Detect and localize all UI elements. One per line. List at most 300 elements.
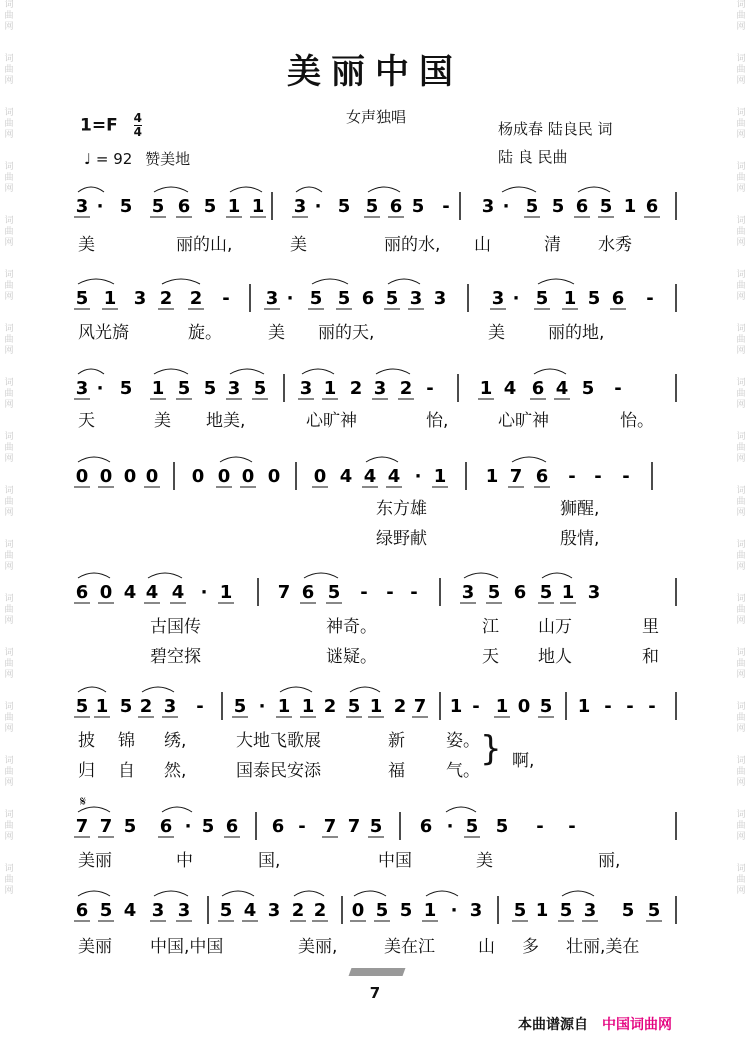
note: 0 xyxy=(313,466,327,487)
lyric-word: 神奇。 xyxy=(326,617,377,637)
watermark-char: 曲 xyxy=(736,119,746,129)
note: 5 xyxy=(99,900,113,921)
note: 5 xyxy=(581,378,595,399)
lyric-word: 中国,中国 xyxy=(150,937,224,957)
brace: } xyxy=(480,729,502,769)
dash-mark: - xyxy=(594,466,602,487)
note: 0 xyxy=(267,466,281,487)
note: 4 xyxy=(555,378,569,399)
watermark-char: 曲 xyxy=(736,875,746,885)
watermark-char: 网 xyxy=(4,670,14,680)
watermark-char: 词 xyxy=(4,540,14,550)
watermark-char: 词 xyxy=(736,108,746,118)
watermark-group xyxy=(736,378,745,411)
note: 5 xyxy=(369,816,383,837)
note: 5 xyxy=(465,816,479,837)
watermark-group xyxy=(4,540,13,573)
dash-mark: - xyxy=(472,696,480,717)
watermark-char: 网 xyxy=(4,292,14,302)
notation-svg xyxy=(75,806,678,846)
lyric-line xyxy=(78,846,678,870)
slur xyxy=(220,457,252,462)
watermark-char: 词 xyxy=(736,270,746,280)
note: 0 xyxy=(75,466,89,487)
note: 5 xyxy=(337,288,351,309)
slur xyxy=(366,457,398,462)
watermark-group xyxy=(4,378,13,411)
watermark-char: 曲 xyxy=(736,605,746,615)
note: 6 xyxy=(535,466,549,487)
slur xyxy=(280,687,312,692)
note: 5 xyxy=(559,900,573,921)
lyric-word: 风光旖 xyxy=(78,323,129,343)
note: 5 xyxy=(539,582,553,603)
slur xyxy=(578,187,610,192)
watermark-group xyxy=(736,810,745,843)
note: 1 xyxy=(535,900,549,921)
watermark-char: 曲 xyxy=(4,281,14,291)
note: 3 xyxy=(299,378,313,399)
note: 6 xyxy=(531,378,545,399)
slur xyxy=(78,687,106,692)
lyric-word: 天 xyxy=(78,411,95,431)
source-credit xyxy=(518,1014,672,1034)
lyric-word: 国, xyxy=(258,851,281,871)
lyricists: 杨成春 陆良民 词 xyxy=(498,120,613,138)
note: 6 xyxy=(575,196,589,217)
note: 6 xyxy=(419,816,433,837)
watermark-char: 词 xyxy=(736,810,746,820)
note: 2 xyxy=(139,696,153,717)
watermark-char: 网 xyxy=(4,886,14,896)
note: 1 xyxy=(95,696,109,717)
watermark-char: 词 xyxy=(736,756,746,766)
time-signature xyxy=(134,112,142,139)
watermark-group xyxy=(4,702,13,735)
watermark-char: 曲 xyxy=(4,497,14,507)
lyric-word: 美 xyxy=(78,235,95,255)
watermark-group xyxy=(4,162,13,195)
lyric-word: 新 xyxy=(388,731,405,751)
watermark-char: 词 xyxy=(736,702,746,712)
watermark-group xyxy=(4,216,13,249)
watermark-char: 网 xyxy=(4,346,14,356)
slur xyxy=(78,573,110,578)
note: 0 xyxy=(351,900,365,921)
watermark-char: 网 xyxy=(736,616,746,626)
lyric-line xyxy=(78,524,678,548)
key-signature xyxy=(80,112,142,139)
notation-svg xyxy=(75,186,678,226)
note: 0 xyxy=(145,466,159,487)
note: 3 xyxy=(491,288,505,309)
note: 5 xyxy=(327,582,341,603)
watermark-char: 曲 xyxy=(736,497,746,507)
slur xyxy=(154,891,188,896)
note: 6 xyxy=(225,816,239,837)
watermark-char: 词 xyxy=(736,648,746,658)
lyric-word: 谜疑。 xyxy=(326,647,377,667)
note: 4 xyxy=(339,466,353,487)
watermark-char: 曲 xyxy=(736,551,746,561)
watermark-char: 网 xyxy=(736,346,746,356)
watermark-char: 词 xyxy=(4,810,14,820)
slur xyxy=(294,891,324,896)
quarter-note-icon: ♩ xyxy=(84,150,92,168)
watermark-char: 词 xyxy=(4,324,14,334)
lyric-word: 旋。 xyxy=(188,323,222,343)
note: 3 xyxy=(265,288,279,309)
note: 1 xyxy=(423,900,437,921)
watermark-char: 网 xyxy=(4,562,14,572)
watermark-char: 曲 xyxy=(4,659,14,669)
lyric-line xyxy=(78,406,678,430)
lyric-word: 美 xyxy=(154,411,171,431)
watermark-char: 词 xyxy=(736,54,746,64)
note: 5 xyxy=(365,196,379,217)
note: 5 xyxy=(399,900,413,921)
note: 5 xyxy=(119,378,133,399)
composer: 陆 良 民曲 xyxy=(498,148,568,166)
note: 4 xyxy=(123,582,137,603)
note: 6 xyxy=(75,900,89,921)
notation-svg xyxy=(75,368,678,408)
lyric-word: 美 xyxy=(290,235,307,255)
watermark-char: 网 xyxy=(4,832,14,842)
slur xyxy=(350,687,380,692)
lyric-word: 殷情, xyxy=(560,529,600,549)
watermark-char: 词 xyxy=(736,540,746,550)
lyric-word: 美 xyxy=(268,323,285,343)
notation-svg xyxy=(75,278,678,318)
lyric-word: 地美, xyxy=(206,411,246,431)
note: 7 xyxy=(99,816,113,837)
notation-svg xyxy=(75,890,678,930)
watermark-char: 网 xyxy=(4,616,14,626)
watermark-char: 词 xyxy=(4,702,14,712)
note: 7 xyxy=(509,466,523,487)
note: 1 xyxy=(577,696,591,717)
note: 0 xyxy=(217,466,231,487)
watermark-char: 网 xyxy=(736,724,746,734)
lyric-word: 披 xyxy=(78,731,95,751)
note: 6 xyxy=(645,196,659,217)
note: 5 xyxy=(75,696,89,717)
notation-row xyxy=(75,890,678,926)
note: 5 xyxy=(535,288,549,309)
lyric-word: 美丽, xyxy=(298,937,338,957)
note: 2 xyxy=(349,378,363,399)
notation-svg xyxy=(75,686,678,726)
note: 1 xyxy=(495,696,509,717)
watermark-group xyxy=(736,648,745,681)
slur xyxy=(562,891,594,896)
note: 3 xyxy=(163,696,177,717)
notation-row xyxy=(75,278,678,314)
note: 1 xyxy=(563,288,577,309)
time-top: 4 xyxy=(133,111,142,125)
note: 5 xyxy=(647,900,661,921)
note: 4 xyxy=(503,378,517,399)
lyric-line xyxy=(78,494,678,518)
notation-row xyxy=(75,368,678,404)
watermark-char: 曲 xyxy=(736,335,746,345)
dash-mark: - xyxy=(410,582,418,603)
note: 1 xyxy=(485,466,499,487)
dash-mark: - xyxy=(646,288,654,309)
dot-mark: · xyxy=(450,900,458,921)
lyric-word: 美丽 xyxy=(78,851,112,871)
lyric-word: 大地飞歌展 xyxy=(236,731,321,751)
slur xyxy=(464,573,498,578)
slur xyxy=(78,279,114,284)
watermark-char: 词 xyxy=(736,216,746,226)
lyric-word: 和 xyxy=(642,647,659,667)
note: 3 xyxy=(227,378,241,399)
watermark-char: 词 xyxy=(4,108,14,118)
note: 1 xyxy=(433,466,447,487)
lyric-word: 水秀 xyxy=(598,235,632,255)
dash-mark: - xyxy=(386,582,394,603)
watermark-char: 网 xyxy=(736,778,746,788)
watermark-char: 网 xyxy=(736,454,746,464)
note: 1 xyxy=(151,378,165,399)
note: 0 xyxy=(99,582,113,603)
watermark-char: 曲 xyxy=(4,443,14,453)
watermark-char: 网 xyxy=(736,238,746,248)
slur xyxy=(222,891,254,896)
slur xyxy=(312,279,348,284)
dot-mark: · xyxy=(96,196,104,217)
note: 2 xyxy=(313,900,327,921)
source-brand[interactable]: 中国词曲网 xyxy=(602,1017,672,1033)
lyric-word: 江 xyxy=(482,617,499,637)
note: 7 xyxy=(277,582,291,603)
slur xyxy=(78,457,110,462)
watermark-group xyxy=(4,810,13,843)
note: 5 xyxy=(151,196,165,217)
lyric-word: 狮醒, xyxy=(560,499,600,519)
slur xyxy=(376,369,410,374)
watermark-char: 曲 xyxy=(736,713,746,723)
dash-mark: - xyxy=(648,696,656,717)
watermark-group xyxy=(736,432,745,465)
watermark-char: 网 xyxy=(736,130,746,140)
watermark-char: 词 xyxy=(736,864,746,874)
note: 2 xyxy=(393,696,407,717)
watermark-char: 曲 xyxy=(4,11,14,21)
note: 6 xyxy=(159,816,173,837)
note: 1 xyxy=(323,378,337,399)
page-title: 美丽中国 xyxy=(287,52,463,92)
slur xyxy=(354,891,386,896)
lyric-word: 里 xyxy=(642,617,659,637)
note: 6 xyxy=(177,196,191,217)
lyric-word: 心旷神 xyxy=(306,411,357,431)
slur xyxy=(426,891,458,896)
note: 3 xyxy=(461,582,475,603)
watermark-char: 词 xyxy=(4,594,14,604)
segno-sign: 𝄋 xyxy=(80,794,87,810)
note: 1 xyxy=(369,696,383,717)
slur xyxy=(302,369,334,374)
lyric-word: 美 xyxy=(476,851,493,871)
lyric-word: 丽的山, xyxy=(176,235,233,255)
lyric-line xyxy=(78,318,678,342)
note: 3 xyxy=(151,900,165,921)
note: 3 xyxy=(267,900,281,921)
dot-mark: · xyxy=(286,288,294,309)
slur xyxy=(162,807,192,812)
lyric-word: 丽的水, xyxy=(384,235,441,255)
watermark-group xyxy=(4,432,13,465)
watermark-group xyxy=(4,324,13,357)
note: 1 xyxy=(479,378,493,399)
footer-bar xyxy=(349,968,406,976)
watermark-group xyxy=(4,594,13,627)
lyric-word: 东方雄 xyxy=(376,499,427,519)
watermark-char: 网 xyxy=(4,400,14,410)
note: 3 xyxy=(433,288,447,309)
notation-row xyxy=(75,456,678,492)
slur xyxy=(538,279,574,284)
slur xyxy=(78,369,104,374)
notation-row xyxy=(75,572,678,608)
slur xyxy=(78,891,110,896)
note: 0 xyxy=(99,466,113,487)
note: 5 xyxy=(487,582,501,603)
note: 5 xyxy=(337,196,351,217)
watermark-char: 网 xyxy=(4,238,14,248)
watermark-char: 网 xyxy=(736,886,746,896)
note: 4 xyxy=(123,900,137,921)
note: 6 xyxy=(611,288,625,309)
lyric-word: 清 xyxy=(544,235,561,255)
watermark-group xyxy=(736,270,745,303)
lyric-word: 山万 xyxy=(538,617,572,637)
watermark-char: 曲 xyxy=(4,227,14,237)
note: 2 xyxy=(399,378,413,399)
lyric-word: 归 xyxy=(78,761,95,781)
watermark-group xyxy=(4,108,13,141)
key-label: 1=F xyxy=(80,115,118,136)
watermark-char: 曲 xyxy=(736,821,746,831)
slur xyxy=(230,369,264,374)
slur xyxy=(542,573,572,578)
watermark-char: 网 xyxy=(4,130,14,140)
watermark-char: 曲 xyxy=(4,875,14,885)
note: 2 xyxy=(159,288,173,309)
dash-mark: - xyxy=(568,466,576,487)
note: 1 xyxy=(103,288,117,309)
watermark-group xyxy=(736,756,745,789)
watermark-char: 词 xyxy=(4,432,14,442)
note: 3 xyxy=(409,288,423,309)
note: 4 xyxy=(363,466,377,487)
slur xyxy=(304,573,338,578)
watermark-char: 网 xyxy=(4,724,14,734)
watermark-char: 曲 xyxy=(736,173,746,183)
dot-mark: · xyxy=(414,466,422,487)
watermark-char: 词 xyxy=(736,486,746,496)
watermark-group xyxy=(736,864,745,897)
note: 5 xyxy=(495,816,509,837)
dash-mark: - xyxy=(604,696,612,717)
watermark-char: 词 xyxy=(4,270,14,280)
note: 5 xyxy=(411,196,425,217)
notation-row xyxy=(75,806,678,842)
note: 3 xyxy=(469,900,483,921)
watermark-char: 曲 xyxy=(4,821,14,831)
watermark-char: 词 xyxy=(736,378,746,388)
lyric-line xyxy=(78,726,678,750)
note: 5 xyxy=(177,378,191,399)
time-bottom: 4 xyxy=(133,125,142,139)
watermark-char: 网 xyxy=(4,22,14,32)
watermark-group xyxy=(4,648,13,681)
watermark-char: 网 xyxy=(736,562,746,572)
lyric-word: 怡, xyxy=(426,411,449,431)
watermark-group xyxy=(736,594,745,627)
watermark-char: 词 xyxy=(736,162,746,172)
note: 6 xyxy=(301,582,315,603)
note: 0 xyxy=(191,466,205,487)
slur xyxy=(296,187,322,192)
watermark-group xyxy=(736,702,745,735)
watermark-char: 网 xyxy=(736,292,746,302)
lyric-word: 丽, xyxy=(598,851,621,871)
lyric-word: 姿。 xyxy=(446,731,480,751)
page-number: 7 xyxy=(369,984,381,1002)
note: 5 xyxy=(599,196,613,217)
watermark-char: 曲 xyxy=(4,119,14,129)
watermark-char: 曲 xyxy=(736,767,746,777)
note: 4 xyxy=(387,466,401,487)
note: 3 xyxy=(373,378,387,399)
lyric-word: 福 xyxy=(388,761,405,781)
watermark-char: 曲 xyxy=(4,767,14,777)
note: 4 xyxy=(243,900,257,921)
dash-mark: - xyxy=(614,378,622,399)
watermark-group xyxy=(736,0,745,33)
watermark-char: 词 xyxy=(4,378,14,388)
note: 0 xyxy=(123,466,137,487)
watermark-char: 网 xyxy=(736,832,746,842)
note: 5 xyxy=(513,900,527,921)
watermark-group xyxy=(4,756,13,789)
slur xyxy=(534,369,566,374)
note: 4 xyxy=(171,582,185,603)
lyric-word: 绿野献 xyxy=(376,529,427,549)
note: 6 xyxy=(271,816,285,837)
watermark-char: 网 xyxy=(4,184,14,194)
dot-mark: · xyxy=(314,196,322,217)
watermark-group xyxy=(4,486,13,519)
lyric-word: 中国 xyxy=(378,851,412,871)
lyric-word: 然, xyxy=(164,761,187,781)
note: 5 xyxy=(347,696,361,717)
lyric-word: 国泰民安添 xyxy=(236,761,321,781)
watermark-char: 词 xyxy=(4,216,14,226)
note: 5 xyxy=(203,378,217,399)
note: 1 xyxy=(251,196,265,217)
note: 6 xyxy=(361,288,375,309)
note: 3 xyxy=(75,196,89,217)
note: 7 xyxy=(413,696,427,717)
source-label: 本曲谱源自 xyxy=(518,1017,588,1033)
watermark-right xyxy=(734,0,748,1060)
note: 5 xyxy=(119,196,133,217)
